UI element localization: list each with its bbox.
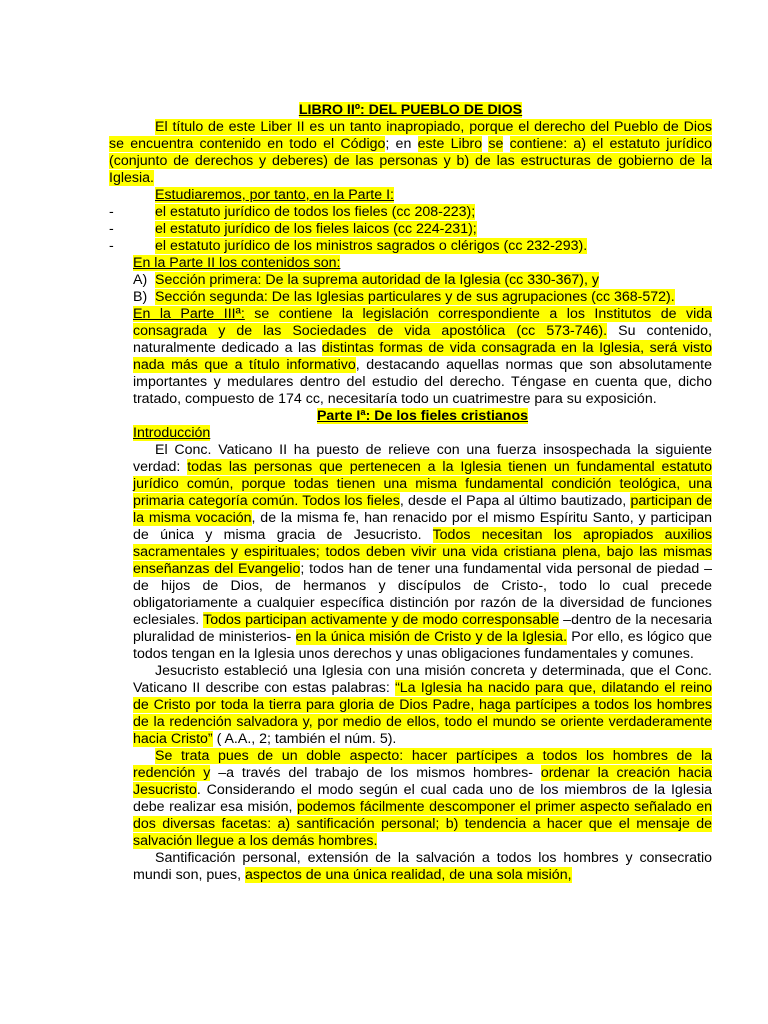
parte2-heading-text: En la Parte II los contenidos son: [133, 255, 341, 271]
paragraph-4 [109, 850, 712, 884]
p1-text-f: Todos necesitan los apropiados auxilios sacramentales y espirituales; todos deben vivir una vida cristiana plena, bajo las mismas enseñanzas del Evangelio [133, 527, 712, 577]
intro-text-5: se [488, 136, 504, 152]
paragraph-2 [109, 663, 712, 748]
parte3-text-1: se contiene la legislación correspondiente a los Institutos de vida consagrada y de las Sociedades de vida apostólica (cc 573-746). [133, 306, 713, 339]
intro-text-7: contiene: a) el estatuto jurídico (conjunto de derechos y deberes) de las personas y b) de las estructuras de gobierno de la Iglesia. [109, 136, 712, 186]
parte1-list [109, 204, 712, 255]
p1-text-j: en la única misión de Cristo y de la Iglesia. [295, 629, 568, 645]
list-item [109, 204, 712, 221]
parte2-list [109, 272, 712, 306]
p4-text-b: aspectos de una única realidad, de una sola misión, [245, 867, 572, 883]
p2-text-b: “La Iglesia ha nacido para que, dilatando el reino de Cristo por toda la tierra para gloria de Dios Padre, haga partícipes a todos los hombres de la redención salvadora y, por medio de ellos, todo el mundo se oriente verdaderamente hacia Cristo” [133, 680, 713, 747]
intro-text-1: El título de este Liber II es un tanto inapropiado, porque el derecho del Pueblo de Dios se encuentra contenido en todo el Código [109, 119, 712, 152]
paragraph-3 [109, 748, 712, 850]
parte3-text-4: , destacando aquellas normas que son absolutamente importantes y medulares dentro del estudio del derecho. Téngase en cuenta que, dicho tratado, compuesto de 174 cc, necesitaría todo un cuatrimestre para su exposición. [133, 357, 712, 407]
p1-text-a: El Conc. Vaticano II ha puesto de relieve con una fuerza insospechada la siguiente verdad: [133, 442, 712, 475]
p4-text-a: Santificación personal, extensión de la salvación a todos los hombres y consecratio mundi son, pues, [133, 850, 712, 883]
list-marker: A) [133, 272, 148, 288]
book-title [109, 102, 712, 119]
intro-paragraph [109, 119, 712, 187]
book-title-text: LIBRO IIº: DEL PUEBLO DE DIOS [298, 102, 523, 118]
parte2-heading [109, 255, 712, 272]
p1-text-b: todas las personas que pertenecen a la Iglesia tienen un fundamental estatuto jurídico común, porque todas tienen una misma fundamental condición teológica, una primaria categoría común. Todos los fieles [133, 459, 712, 509]
document-body [109, 102, 712, 884]
parte3-text-2: Su contenido, naturalmente dedicado a las [133, 323, 712, 356]
parte3-paragraph [109, 306, 712, 408]
intro-text-6 [503, 136, 509, 152]
list-marker: B) [133, 289, 148, 305]
p1-text-k: Por ello, es lógico que todos tengan en la Iglesia unos derechos y unas obligaciones fundamentales y comunes. [133, 629, 712, 662]
list-marker: - [109, 221, 114, 237]
parte3-text-3: distintas formas de vida consagrada en la Iglesia, será visto nada más que a título informativo [133, 340, 712, 373]
section-title-text: Parte Iª: De los fieles cristianos [316, 408, 529, 424]
intro-text-2: ; en [385, 136, 418, 152]
list-item [109, 221, 712, 238]
list-marker: - [109, 204, 114, 220]
p3-text-b: –a través del trabajo de los mismos hombres- [210, 765, 541, 781]
list-item-text: el estatuto jurídico de los ministros sagrados o clérigos (cc 232-293). [155, 238, 588, 254]
intro-text-3: este Libro [417, 136, 483, 152]
p2-text-c: ( A.A., 2; también el núm. 5). [212, 731, 397, 747]
section-title [109, 408, 712, 425]
parte1-heading-text: Estudiaremos, por tanto, en la Parte I: [155, 187, 394, 203]
p3-text-a: Se trata pues de un doble aspecto: hacer partícipes a todos los hombres de la redención y [133, 748, 712, 781]
list-item-text: Sección segunda: De las Iglesias particulares y de sus agrupaciones (cc 368-572). [155, 289, 675, 305]
list-item [109, 238, 712, 255]
parte1-heading [109, 187, 712, 204]
p1-text-c: , desde el Papa al último bautizado, [399, 493, 631, 509]
p1-text-e: , de la misma fe, han renacido por el mismo Espíritu Santo, y participan de única y misma gracia de Jesucristo. [133, 510, 712, 543]
introduccion-label: Introducción [133, 425, 211, 441]
p3-text-d: . Considerando el modo según el cual cada uno de los miembros de la Iglesia debe realizar esa misión, [133, 782, 712, 815]
list-item [109, 289, 712, 306]
list-item-text: el estatuto jurídico de los fieles laicos (cc 224-231); [155, 221, 477, 237]
p2-text-a: Jesucristo estableció una Iglesia con una misión concreta y determinada, que el Conc. Vaticano II describe con estas palabras: [133, 663, 712, 696]
list-marker: - [109, 238, 114, 254]
list-item [109, 272, 712, 289]
paragraph-1 [109, 442, 712, 663]
p1-text-i: –dentro de la necesaria pluralidad de ministerios- [133, 612, 712, 645]
p3-text-e: podemos fácilmente descomponer el primer aspecto señalado en dos diversas facetas: a) santificación personal; b) tendencia a hacer que el mensaje de salvación llegue a los demás hombres. [133, 799, 712, 849]
list-item-text: Sección primera: De la suprema autoridad de la Iglesia (cc 330-367), y [155, 272, 599, 288]
p1-text-d: participan de la misma vocación [133, 493, 712, 526]
p3-text-c: ordenar la creación hacia Jesucristo [133, 765, 712, 798]
introduccion-heading [109, 425, 712, 442]
list-item-text: el estatuto jurídico de todos los fieles (cc 208-223); [155, 204, 476, 220]
p1-text-h: Todos participan activamente y de modo corresponsable [203, 612, 560, 628]
p1-text-g: ; todos han de tener una fundamental vida personal de piedad –de hijos de Dios, de hermanos y discípulos de Cristo-, todo lo cual precede obligatoriamente a cualquier específica distinción por razón de la diversidad de funciones eclesiales. [133, 561, 712, 628]
parte3-label: En la Parte IIIª: [133, 306, 245, 322]
